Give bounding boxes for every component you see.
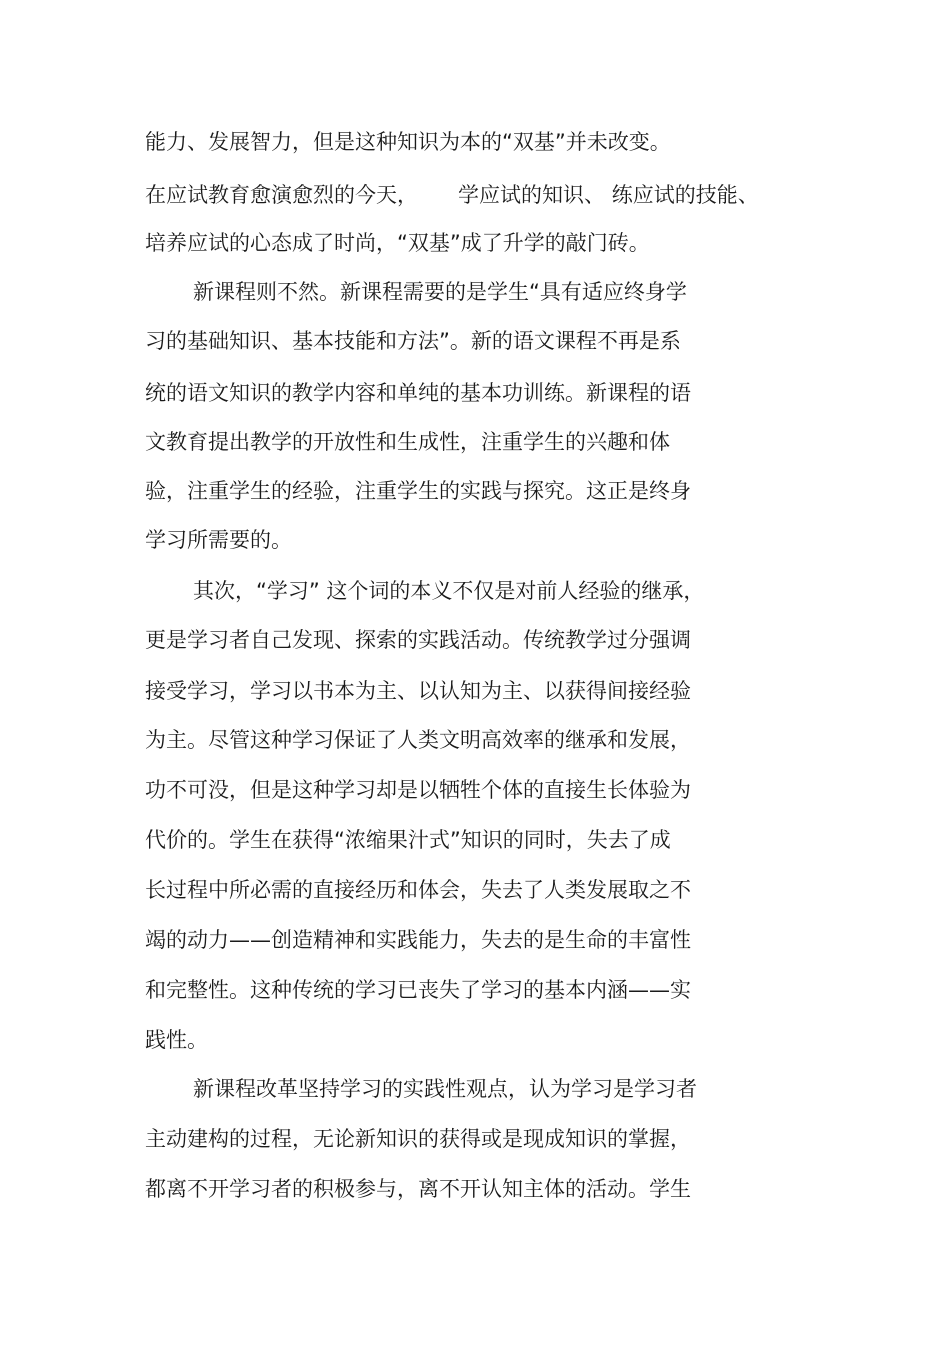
text-line: 长过程中所必需的直接经历和体会，失去了人类发展取之不: [145, 878, 691, 902]
paragraph-start-line: 新课程则不然。新课程需要的是学生“具有适应终身学: [193, 280, 687, 304]
paragraph-start-line: 新课程改革坚持学习的实践性观点，认为学习是学习者: [193, 1077, 697, 1101]
text-line: 竭的动力——创造精神和实践能力，失去的是生命的丰富性: [145, 928, 691, 952]
text-line: 接受学习，学习以书本为主、以认知为主、以获得间接经验: [145, 679, 691, 703]
text-line: 培养应试的心态成了时尚，“双基”成了升学的敲门砖。: [145, 231, 650, 255]
text-line: 在应试教育愈演愈烈的今天， 学应试的知识、 练应试的技能、: [145, 183, 759, 207]
text-line: 统的语文知识的教学内容和单纯的基本功训练。新课程的语: [145, 381, 691, 405]
text-line: 文教育提出教学的开放性和生成性，注重学生的兴趣和体: [145, 430, 670, 454]
text-line: 为主。尽管这种学习保证了人类文明高效率的继承和发展，: [145, 728, 691, 752]
text-line: 验，注重学生的经验，注重学生的实践与探究。这正是终身: [145, 479, 691, 503]
paragraph-start-line: 其次，“学习” 这个词的本义不仅是对前人经验的继承，: [193, 579, 705, 603]
text-line: 和完整性。这种传统的学习已丧失了学习的基本内涵——实: [145, 978, 691, 1002]
text-line: 代价的。学生在获得“浓缩果汁式”知识的同时，失去了成: [145, 828, 671, 852]
text-line: 功不可没，但是这种学习却是以牺牲个体的直接生长体验为: [145, 778, 691, 802]
text-line: 能力、发展智力，但是这种知识为本的“双基”并未改变。: [145, 130, 671, 154]
text-line: 主动建构的过程，无论新知识的获得或是现成知识的掌握，: [145, 1127, 691, 1151]
text-line: 习的基础知识、基本技能和方法”。新的语文课程不再是系: [145, 329, 681, 353]
text-line: 都离不开学习者的积极参与，离不开认知主体的活动。学生: [145, 1177, 691, 1201]
text-line: 更是学习者自己发现、探索的实践活动。传统教学过分强调: [145, 628, 691, 652]
text-line: 践性。: [145, 1028, 208, 1052]
text-line: 学习所需要的。: [145, 528, 292, 552]
